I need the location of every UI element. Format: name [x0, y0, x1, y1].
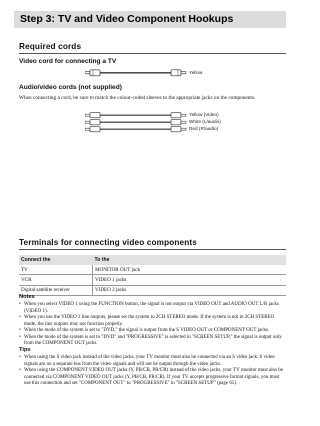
av-cords-description: When connecting a cord, be sure to match the colour-coded sleeves to the appropriate jacks on the components.	[19, 95, 256, 101]
av-label-left-audio: White (L/audio)	[189, 119, 221, 124]
table-row	[19, 275, 286, 285]
video-cord-heading: Video cord for connecting a TV	[19, 58, 117, 65]
table-cell: VIDEO 2 jacks	[93, 285, 287, 295]
tips-list	[19, 355, 286, 388]
section-divider	[19, 249, 286, 250]
av-cord-right-audio	[85, 127, 186, 132]
plug-left	[85, 70, 100, 76]
list-item: • When you select VIDEO 1 using the FUNCTION button, the signal is not output via VIDEO OUT and AUDIO OUT L/R jacks (VIDEO 1).	[19, 302, 286, 315]
video-cord-illustration	[85, 68, 187, 78]
column-header: Connect the	[19, 255, 93, 265]
tips-heading: Tips	[19, 347, 31, 353]
table-cell: Digital satellite receiver	[19, 285, 93, 295]
list-item: • When you use the VIDEO 1 line outputs, please set the system to 2CH STEREO mode. If the system is not in 2CH STEREO mode, the line outputs may not function properly.	[19, 315, 286, 328]
table-cell: MONITOR OUT jack	[93, 265, 287, 275]
list-item: • When the mode of the system is set to "DVD" and "PROGRESSIVE" is selected in "SCREEN SETUP," the signal is output only from the COMPONENT OUT jacks.	[19, 335, 286, 348]
section-divider	[19, 53, 286, 54]
terminals-table	[19, 255, 286, 296]
notes-heading: Notes	[19, 294, 35, 300]
table-row	[19, 285, 286, 295]
av-cords-illustration	[85, 112, 187, 133]
av-cord-left-audio	[85, 120, 186, 125]
av-cords-heading: Audio/video cords (not supplied)	[19, 84, 122, 91]
column-header: To the	[93, 255, 287, 265]
terminals-heading: Terminals for connecting video components	[19, 238, 197, 247]
plug-right	[171, 70, 186, 76]
table-row	[19, 265, 286, 275]
video-cord-label: Yellow	[189, 70, 203, 75]
table-header-row	[19, 255, 286, 265]
notes-list	[19, 302, 286, 348]
av-label-video: Yellow (Video)	[189, 112, 219, 117]
required-cords-heading: Required cords	[19, 42, 82, 51]
av-label-right-audio: Red (R/audio)	[189, 126, 219, 131]
list-item: • When using the COMPONENT VIDEO OUT jacks (Y, PB/CB, PR/CR) instead of the video jacks, your TV monitor must also be connected via COMPONENT VIDEO OUT jacks (Y, PB/CB, PR/CR). If your TV accepts progressive format signals, you must use this connection and set "COMPONENT OUT" to "PROGRESSIVE" in "SCREEN SETUP" (page 65).	[19, 368, 286, 388]
step-title: Step 3: TV and Video Component Hookups	[14, 11, 286, 28]
table-cell: VCR	[19, 275, 93, 285]
table-cell: TV	[19, 265, 93, 275]
list-item: • When using the S video jack instead of the video jacks, your TV monitor must also be connected via an S video jack. S video signals are on a separate bus from the video signals and will not be output through the video jacks.	[19, 355, 286, 368]
list-item: • When the mode of the system is set to "DVD," the signal is output from the S VIDEO OUT or COMPONENT OUT jacks.	[19, 328, 286, 335]
av-cord-video	[85, 113, 186, 118]
table-cell: VIDEO 1 jacks	[93, 275, 287, 285]
